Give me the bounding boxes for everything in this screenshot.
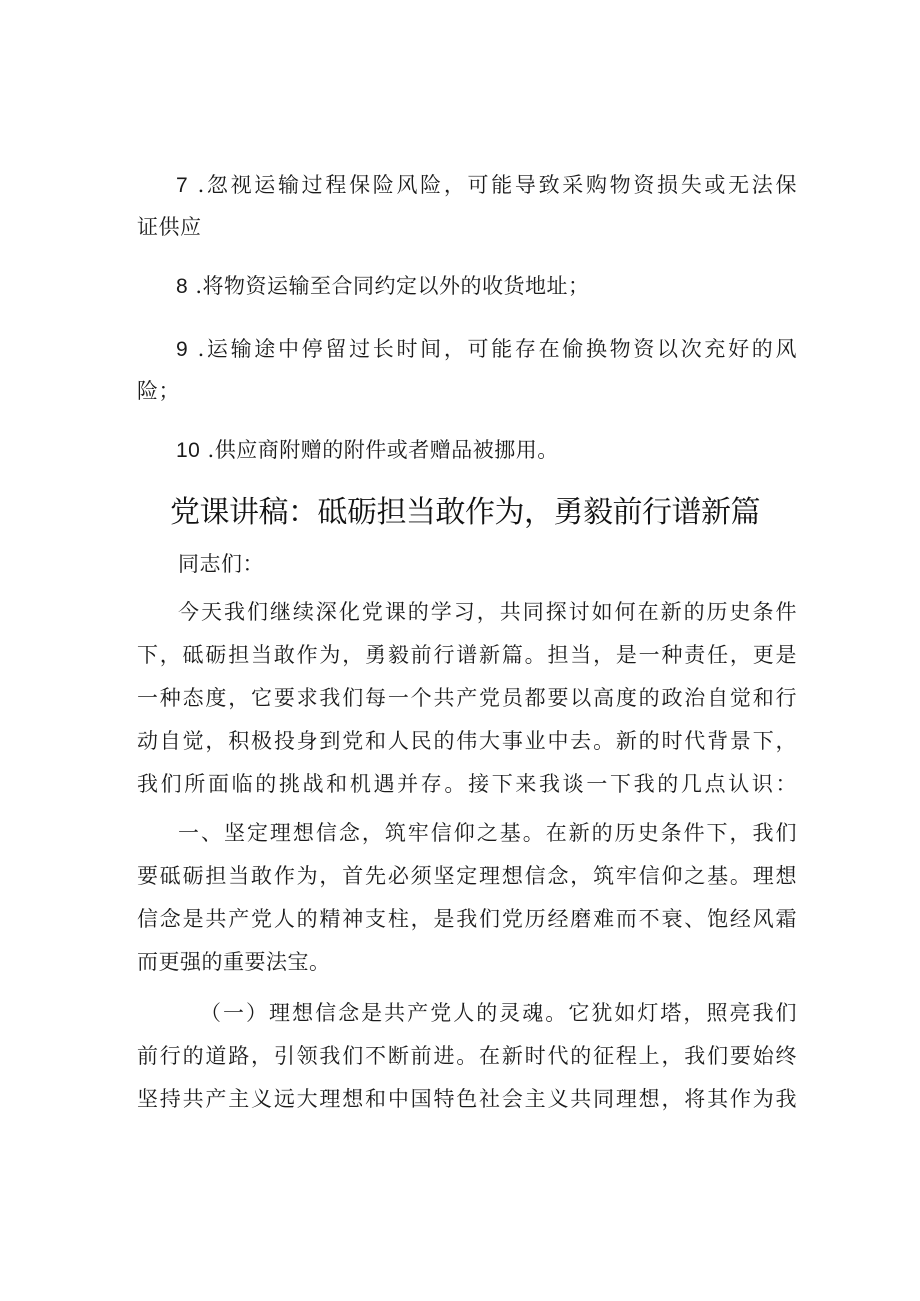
paragraph-1-line-4: 动自觉，积极投身到党和人民的伟大事业中去。新的时代背景下，	[137, 729, 797, 753]
list-item-8	[176, 265, 797, 308]
list-item-9-line-2: 险；	[137, 379, 180, 403]
list-item-8-number: 8	[176, 275, 189, 298]
salutation: 同志们：	[178, 552, 264, 576]
paragraph-2-line-1: 一、坚定理想信念，筑牢信仰之基。在新的历史条件下，我们	[178, 821, 797, 845]
list-item-10-number: 10	[176, 439, 201, 462]
list-item-10-text: .供应商附赠的附件或者赠品被挪用。	[207, 438, 559, 462]
paragraph-1-line-5: 我们所面临的挑战和机遇并存。接下来我谈一下我的几点认识：	[137, 772, 797, 796]
paragraph-1-line-3: 一种态度，它要求我们每一个共产党员都要以高度的政治自觉和行	[137, 686, 797, 710]
paragraph-2-line-4: 而更强的重要法宝。	[137, 950, 331, 974]
list-item-7-line-2: 证供应	[137, 215, 202, 239]
paragraph-3-line-1: （一）理想信念是共产党人的灵魂。它犹如灯塔，照亮我们	[200, 1001, 797, 1025]
paragraph-3-line-3: 坚持共产主义远大理想和中国特色社会主义共同理想，将其作为我	[137, 1087, 797, 1111]
paragraph-2-line-3: 信念是共产党人的精神支柱，是我们党历经磨难而不衰、饱经风霜	[137, 907, 797, 931]
list-item-7-number: 7	[176, 174, 189, 197]
paragraph-3-line-2: 前行的道路，引领我们不断前进。在新时代的征程上，我们要始终	[137, 1044, 797, 1068]
paragraph-1-line-1: 今天我们继续深化党课的学习，共同探讨如何在新的历史条件	[178, 600, 797, 624]
article-title: 党课讲稿：砥砺担当敢作为，勇毅前行谱新篇	[170, 495, 760, 530]
paragraph-2-line-2: 要砥砺担当敢作为，首先必须坚定理想信念，筑牢信仰之基。理想	[137, 864, 797, 888]
list-item-10	[176, 429, 797, 472]
list-item-7-line-1	[176, 164, 797, 207]
list-item-8-text: .将物资运输至合同约定以外的收货地址；	[195, 274, 590, 298]
list-item-7-text: .忽视运输过程保险风险，可能导致采购物资损失或无法保	[197, 173, 797, 197]
paragraph-1-line-2: 下，砥砺担当敢作为，勇毅前行谱新篇。担当，是一种责任，更是	[137, 643, 797, 667]
list-item-9-number: 9	[176, 338, 189, 361]
list-item-9-line-1	[176, 328, 797, 371]
list-item-9-text: .运输途中停留过长时间，可能存在偷换物资以次充好的风	[197, 337, 797, 361]
